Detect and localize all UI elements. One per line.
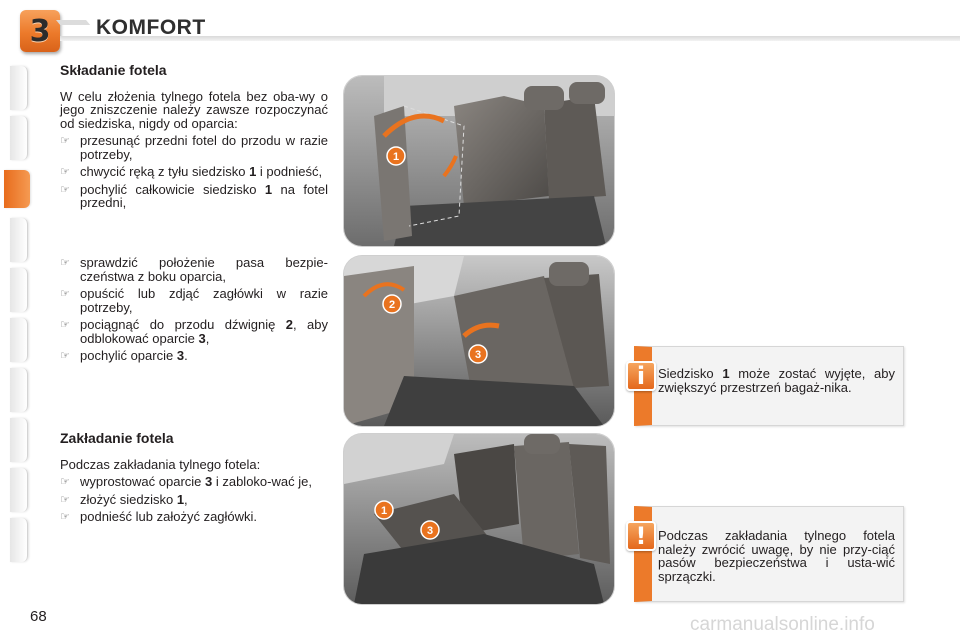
chapter-tabs — [0, 66, 30, 576]
chapter-tab-1[interactable] — [10, 66, 28, 110]
step-item: ☞ sprawdzić położenie pasa bezpie-czeństwa z boku oparcia, — [60, 255, 328, 284]
warning-icon: ! — [626, 521, 656, 551]
folding-intro: W celu złożenia tylnego fotela bez oba-wy o jego zniszczenie należy zawsze rozpoczynać od siedziska, nigdy od oparcia: — [60, 88, 328, 131]
hand-pointer-icon: ☞ — [60, 475, 70, 488]
info-note — [634, 346, 904, 426]
step-item: ☞ pochylić oparcie 3. — [60, 348, 188, 363]
page-number: 68 — [30, 608, 47, 625]
refitting-intro: Podczas zakładania tylnego fotela: — [60, 456, 261, 472]
chapter-title: KOMFORT — [96, 16, 206, 39]
seat-folding-photo-2 — [344, 256, 614, 426]
chapter-tab-4[interactable] — [10, 218, 28, 262]
step-item: ☞ pochylić całkowicie siedzisko 1 na fotel przedni, — [60, 181, 328, 210]
step-item: ☞ pociągnąć do przodu dźwignię 2, aby odblokować oparcie 3, — [60, 317, 328, 346]
chapter-tab-3-active[interactable] — [4, 170, 30, 208]
step-item: ☞ opuścić lub zdjąć zagłówki w razie potrzeby, — [60, 286, 328, 315]
warning-note-text: Podczas zakładania tylnego fotela należy zwrócić uwagę, by nie przy-ciąć pasów bezpieczeństwa i usta-wić sprzączki. — [658, 528, 895, 584]
info-note-text: Siedzisko 1 może zostać wyjęte, aby zwiększyć przestrzeń bagaż-nika. — [658, 366, 895, 395]
chapter-number: 3 — [29, 13, 51, 49]
callout-1-label: 1 — [380, 505, 388, 517]
refitting-steps — [60, 475, 328, 524]
hand-pointer-icon: ☞ — [60, 349, 70, 362]
folding-section — [60, 64, 328, 210]
seat-refitting-photo — [344, 434, 614, 604]
folding-heading: Składanie fotela — [60, 62, 167, 78]
callout-3-label: 3 — [474, 349, 482, 361]
callout-1-label: 1 — [392, 151, 400, 163]
folding-steps-a — [60, 134, 328, 210]
info-icon: i — [626, 361, 656, 391]
callout-3-label: 3 — [426, 525, 434, 537]
step-item: ☞ przesunąć przedni fotel do przodu w razie potrzeby, — [60, 133, 328, 162]
step-item: ☞ chwycić ręką z tyłu siedzisko 1 i podnieść, — [60, 164, 323, 179]
hand-pointer-icon: ☞ — [60, 287, 70, 300]
header — [0, 0, 960, 49]
chapter-tab-7[interactable] — [10, 368, 28, 412]
hand-pointer-icon: ☞ — [60, 492, 70, 506]
folding-steps-b — [60, 256, 328, 363]
chapter-tab-5[interactable] — [10, 268, 28, 312]
step-item: ☞ złożyć siedzisko 1, — [60, 491, 188, 507]
step-item: ☞ podnieść lub założyć zagłówki. — [60, 509, 258, 524]
hand-pointer-icon: ☞ — [60, 165, 70, 178]
refitting-heading: Zakładanie fotela — [60, 430, 174, 446]
warning-note — [634, 506, 904, 602]
step-item: ☞ wyprostować oparcie 3 i zabloko-wać je, — [60, 474, 312, 489]
chapter-tab-9[interactable] — [10, 468, 28, 512]
callout-2-label: 2 — [388, 299, 396, 311]
chapter-tab-10[interactable] — [10, 518, 28, 562]
hand-pointer-icon: ☞ — [60, 318, 70, 331]
hand-pointer-icon: ☞ — [60, 256, 70, 269]
refitting-section — [60, 432, 328, 524]
hand-pointer-icon: ☞ — [60, 510, 70, 523]
chapter-tab-8[interactable] — [10, 418, 28, 462]
hand-pointer-icon: ☞ — [60, 182, 70, 196]
folding-section-b — [60, 256, 328, 363]
chapter-badge — [20, 10, 60, 52]
watermark: carmanualsonline.info — [690, 614, 875, 635]
chapter-tab-2[interactable] — [10, 116, 28, 160]
hand-pointer-icon: ☞ — [60, 134, 70, 147]
seat-folding-photo-1 — [344, 76, 614, 246]
chapter-tab-6[interactable] — [10, 318, 28, 362]
